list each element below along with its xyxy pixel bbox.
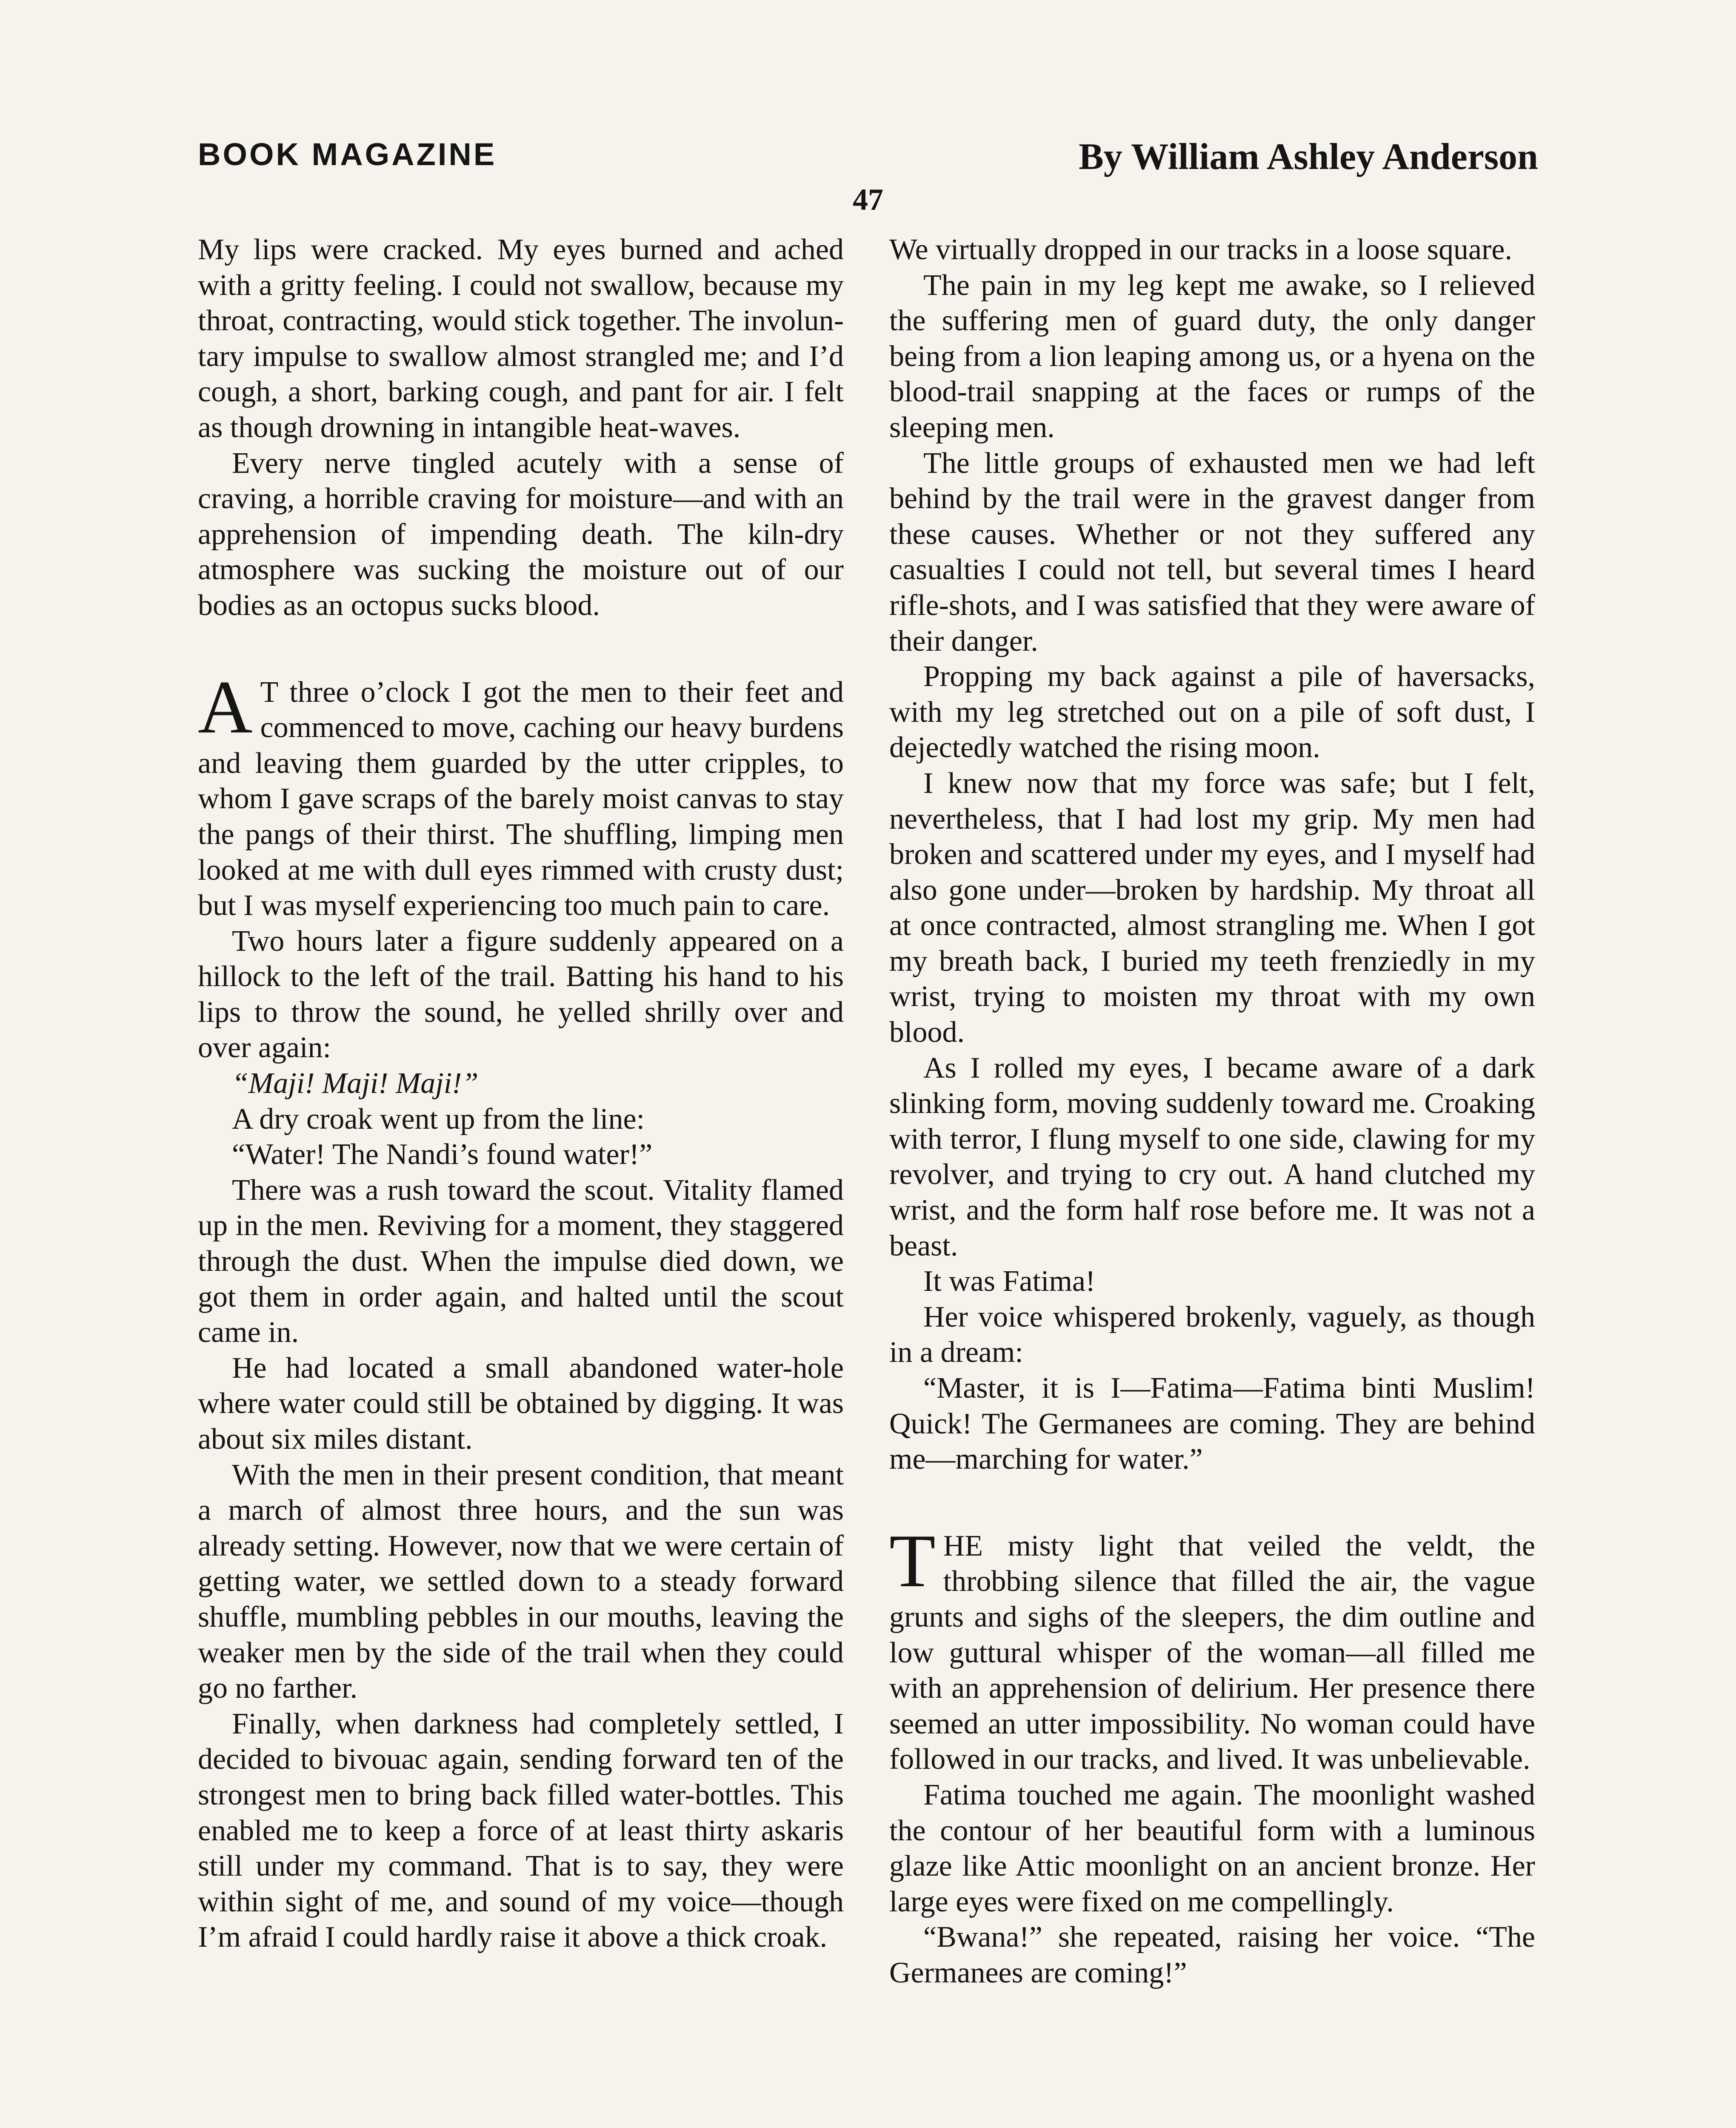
- paragraph: The little groups of exhausted men we had left behind by the trail were in the gravest danger from these causes. Whether or not they suffered any casualties I could not tell, but several times I heard rifle-shots, and I was satisfied that they were aware of their danger.: [889, 446, 1535, 658]
- author-byline: By William Ashley Anderson: [1079, 136, 1538, 177]
- paragraph: It was Fatima!: [923, 1265, 1096, 1298]
- paragraph: “Master, it is I—Fatima—Fatima binti Muslim! Quick! The Germanees are coming. They are behind me—marching for water.”: [889, 1372, 1535, 1476]
- paragraph: Finally, when darkness had completely settled, I decided to bivouac again, sending forward ten of the strongest men to bring back filled water-bottles. This enabled me to keep a force of at least thirty askaris still under my command. That is to say, they were within sight of me, and sound of my voice—though I’m afraid I could hardly raise it above a thick croak.: [198, 1707, 844, 1954]
- paragraph: “Water! The Nandi’s found water!”: [232, 1138, 653, 1171]
- paragraph: We virtually dropped in our tracks in a loose square.: [889, 233, 1512, 266]
- left-column: [198, 232, 844, 1955]
- paragraph: As I rolled my eyes, I became aware of a dark slinking form, moving suddenly toward me. Croaking with terror, I flung myself to one side, clawing for my revolver, and trying to cry out. A hand clutched my wrist, and the form half rose before me. It was not a beast.: [889, 1051, 1535, 1262]
- paragraph: Two hours later a figure suddenly appeared on a hillock to the left of the trail. Batting his hand to his lips to throw the sound, he yelled shrilly over and over again:: [198, 924, 844, 1064]
- page-number: 47: [853, 183, 883, 217]
- paragraph: Her voice whispered brokenly, vaguely, as though in a dream:: [889, 1300, 1535, 1369]
- paragraph: Propping my back against a pile of haversacks, with my leg stretched out on a pile of soft dust, I dejectedly watched the rising moon.: [889, 660, 1535, 764]
- paragraph: I knew now that my force was safe; but I felt, nevertheless, that I had lost my grip. My men had broken and scattered under my eyes, and I myself had also gone under—broken by hardship. My throat all at once contracted, almost strangling me. When I got my breath back, I buried my teeth frenziedly in my wrist, trying to moisten my throat with my own blood.: [889, 767, 1535, 1049]
- magazine-title: BOOK MAGAZINE: [198, 137, 497, 172]
- paragraph-quote: “Maji! Maji! Maji!”: [232, 1067, 479, 1100]
- paragraph-text: HE misty light that veiled the veldt, the throbbing silence that filled the air, the vague grunts and sighs of the sleepers, the dim outline and low guttural whisper of the woman—all filled me with an apprehension of delirium. Her presence there seemed an utter impossibility. No woman could have followed in our tracks, and lived. It was unbelievable.: [889, 1529, 1535, 1776]
- paragraph: Every nerve tingled acutely with a sense of craving, a horrible craving for moisture—and with an apprehension of impending death. The kiln-dry atmosphere was sucking the moisture out of our bodies as an octopus sucks blood.: [198, 446, 844, 622]
- right-column: [889, 232, 1535, 1991]
- drop-cap: A: [198, 664, 253, 749]
- paragraph: With the men in their present condition, that meant a march of almost three hours, and the sun was already setting. However, now that we were certain of getting water, we settled down to a steady forward shuffle, mumbling pebbles in our mouths, leaving the weaker men by the side of the trail when they could go no farther.: [198, 1458, 844, 1705]
- paragraph: The pain in my leg kept me awake, so I relieved the suffering men of guard duty, the only danger being from a lion leaping among us, or a hyena on the blood-trail snapping at the faces or rumps of the sleeping men.: [889, 269, 1535, 444]
- paragraph-dropcap: [889, 1518, 1535, 1777]
- paragraph-text: T three o’clock I got the men to their feet and commenced to move, caching our heavy burdens and leaving them guarded by the utter cripples, to whom I gave scraps of the barely moist canvas to stay the pangs of their thirst. The shuffling, limping men looked at me with dull eyes rimmed with crusty dust; but I was myself experiencing too much pain to care.: [198, 675, 844, 922]
- drop-cap: T: [889, 1518, 936, 1603]
- paragraph: Fatima touched me again. The moonlight washed the contour of her beautiful form with a luminous glaze like Attic moonlight on an ancient bronze. Her large eyes were fixed on me compellingly.: [889, 1778, 1535, 1918]
- paragraph: He had located a small abandoned water-hole where water could still be obtained by digging. It was about six miles distant.: [198, 1351, 844, 1456]
- paragraph-dropcap: [198, 664, 844, 924]
- paragraph: “Bwana!” she repeated, raising her voice. “The Germanees are coming!”: [889, 1921, 1535, 1989]
- paragraph: My lips were cracked. My eyes burned and ached with a gritty feeling. I could not swallow, because my throat, contracting, would stick together. The involuntary impulse to swallow almost strangled me; and I’d cough, a short, barking cough, and pant for air. I felt as though drowning in intangible heat-waves.: [198, 233, 844, 444]
- paragraph: There was a rush toward the scout. Vitality flamed up in the men. Reviving for a moment, they staggered through the dust. When the impulse died down, we got them in order again, and halted until the scout came in.: [198, 1173, 844, 1349]
- paragraph: A dry croak went up from the line:: [232, 1102, 645, 1136]
